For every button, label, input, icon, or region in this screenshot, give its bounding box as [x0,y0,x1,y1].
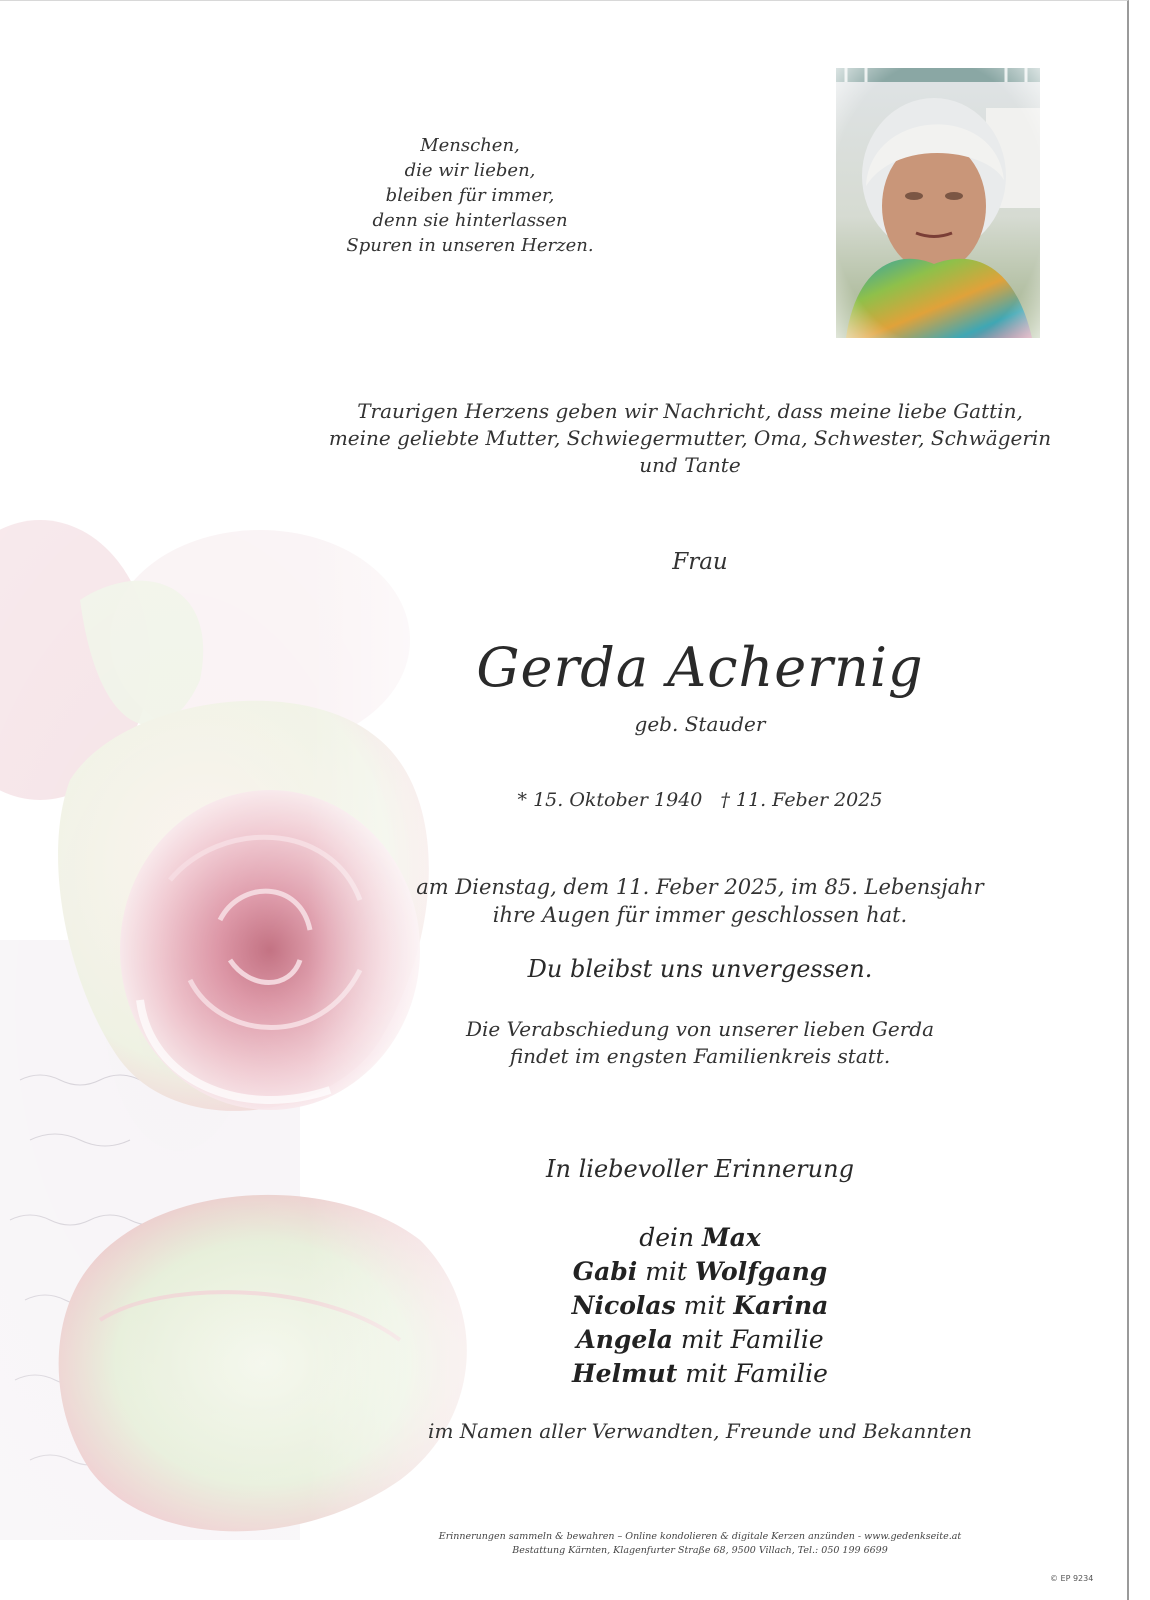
birth-name: geb. Stauder [634,712,766,736]
family-list [450,1221,950,1391]
memorial-motto [330,133,610,258]
farewell-line: findet im engsten Familienkreis statt. [509,1044,891,1068]
motto-line: bleiben für immer, [385,185,555,206]
intro-line: und Tante [639,453,741,477]
passing-text [400,873,1000,929]
family-member-line: dein Max [639,1223,761,1252]
life-dates [440,789,960,811]
footer-line: Erinnerungen sammeln & bewahren – Online kondolieren & digitale Kerzen anzünden - www.gedenkseite.at [438,1531,962,1542]
motto-line: Menschen, [420,135,520,156]
product-code: © EP 9234 [1050,1574,1094,1583]
family-member-line: Angela mit Familie [576,1325,824,1354]
portrait-photo [836,68,1040,338]
remembrance-line: Du bleibst uns unvergessen. [527,955,873,983]
relatives-line: im Namen aller Verwandten, Freunde und Bekannten [428,1419,972,1443]
family-member-line: Nicolas mit Karina [571,1291,829,1320]
family-member-line: Helmut mit Familie [572,1359,828,1388]
farewell-line: Die Verabschiedung von unserer lieben Gerda [465,1017,935,1041]
birth-date: * 15. Oktober 1940 [517,789,703,811]
footer-line: Bestattung Kärnten, Klagenfurter Straße 68, 9500 Villach, Tel.: 050 199 6699 [512,1545,888,1556]
intro-line: meine geliebte Mutter, Schwiegermutter, Oma, Schwester, Schwägerin [328,426,1052,450]
closing-phrase: In liebevoller Erinnerung [546,1155,854,1183]
motto-line: denn sie hinterlassen [372,210,568,231]
death-date: † 11. Feber 2025 [720,789,883,811]
footer [380,1530,1020,1558]
family-member-line: Gabi mit Wolfgang [572,1257,828,1286]
motto-line: Spuren in unseren Herzen. [346,235,594,256]
salutation: Frau [672,549,728,575]
intro-line: Traurigen Herzens geben wir Nachricht, dass meine liebe Gattin, [357,399,1023,423]
passing-line: am Dienstag, dem 11. Feber 2025, im 85. Lebensjahr [416,875,984,899]
farewell-notice [420,1016,980,1070]
passing-line: ihre Augen für immer geschlossen hat. [492,903,908,927]
deceased-name: Gerda Achernig [476,636,924,699]
announcement-intro [300,398,1080,479]
motto-line: die wir lieben, [404,160,536,181]
